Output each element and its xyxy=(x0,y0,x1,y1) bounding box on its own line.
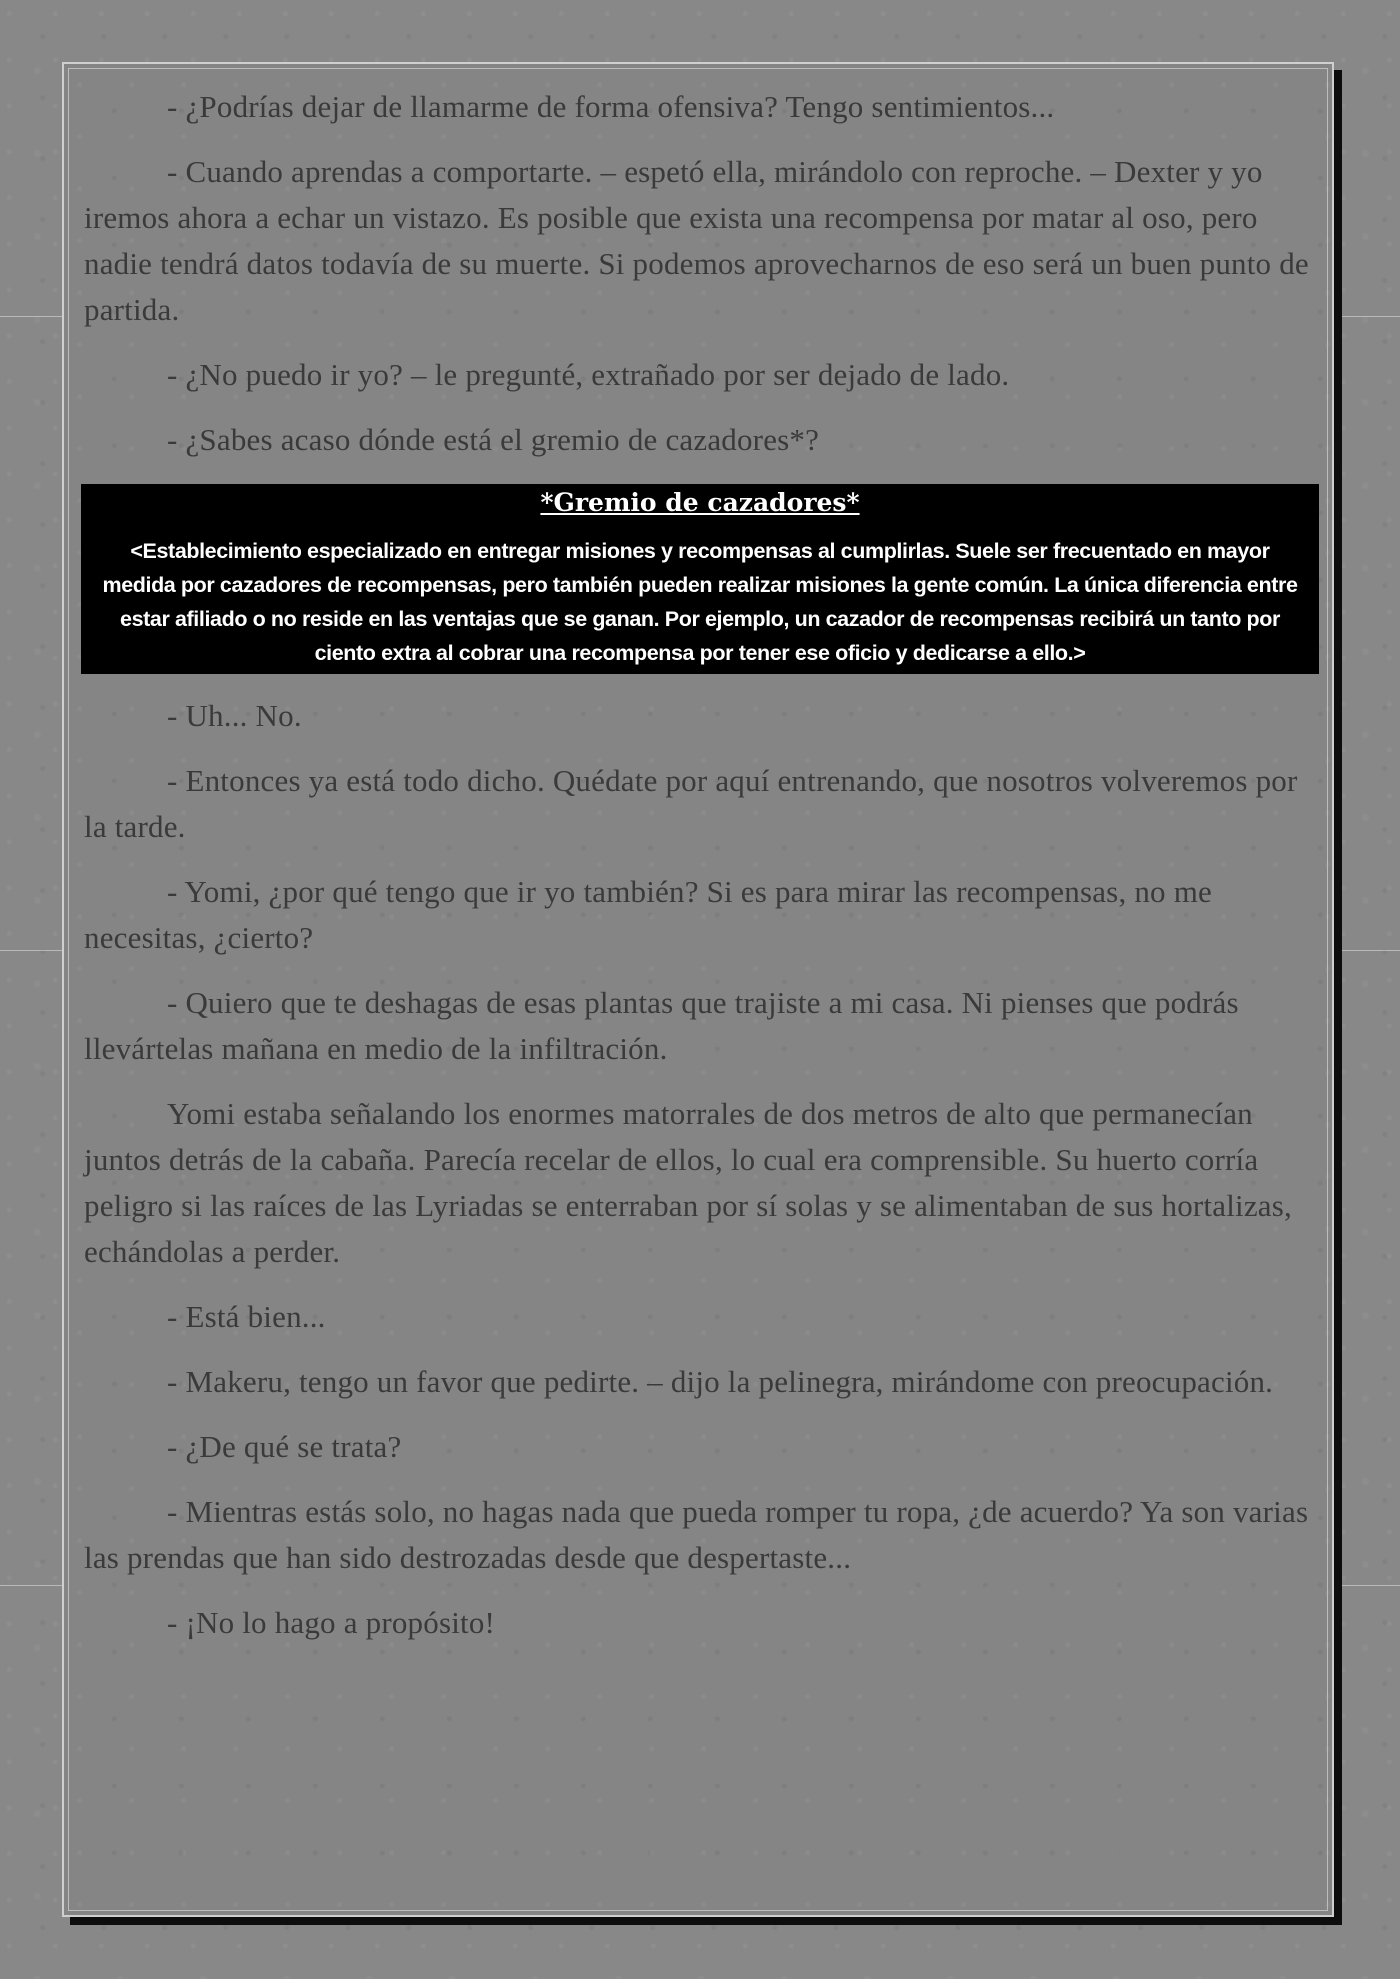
paragraph: - Quiero que te deshagas de esas plantas que trajiste a mi casa. Ni pienses que podrás llevártelas mañana en medio de la infiltración. xyxy=(84,985,1239,1066)
paragraph: - Makeru, tengo un favor que pedirte. – dijo la pelinegra, mirándome con preocupación. xyxy=(167,1364,1274,1399)
paragraph: - Uh... No. xyxy=(167,698,302,733)
page-text-bottom xyxy=(84,693,1309,1665)
paragraph: - ¿De qué se trata? xyxy=(167,1429,402,1464)
paragraph: - Mientras estás solo, no hagas nada que pueda romper tu ropa, ¿de acuerdo? Ya son varias las prendas que han sido destrozadas desde que despertaste... xyxy=(84,1494,1309,1575)
paragraph: - Está bien... xyxy=(167,1299,326,1334)
paragraph: - ¿Podrías dejar de llamarme de forma ofensiva? Tengo sentimientos... xyxy=(167,89,1055,124)
paragraph: Yomi estaba señalando los enormes matorrales de dos metros de alto que permanecían juntos detrás de la cabaña. Parecía recelar de ellos, lo cual era comprensible. Su huerto corría peligro si las raíces de las Lyriadas se enterraban por sí solas y se alimentaban de sus hortalizas, echándolas a perder. xyxy=(84,1096,1292,1269)
paragraph: - Entonces ya está todo dicho. Quédate por aquí entrenando, que nosotros volveremos por la tarde. xyxy=(84,763,1298,844)
paragraph: - ¿No puedo ir yo? – le pregunté, extrañado por ser dejado de lado. xyxy=(167,357,1010,392)
paragraph: - ¡No lo hago a propósito! xyxy=(167,1605,496,1640)
footnote-box xyxy=(81,484,1319,674)
page-text-top xyxy=(84,84,1309,482)
paragraph: - Cuando aprendas a comportarte. – espetó ella, mirándolo con reproche. – Dexter y yo iremos ahora a echar un vistazo. Es posible que exista una recompensa por matar al oso, pero nadie tendrá datos todavía de su muerte. Si podemos aprovecharnos de eso será un buen punto de partida. xyxy=(84,154,1309,327)
footnote-body: <Establecimiento especializado en entregar misiones y recompensas al cumplirlas. Suele ser frecuentado en mayor medida por cazadores de recompensas, pero también pueden realizar misiones la gente común. La única diferencia entre estar afiliado o no reside en las ventajas que se ganan. Por ejemplo, un cazador de recompensas recibirá un tanto por ciento extra al cobrar una recompensa por tener ese oficio y dedicarse a ello.> xyxy=(102,539,1298,665)
paragraph: - ¿Sabes acaso dónde está el gremio de cazadores*? xyxy=(167,422,820,457)
footnote-title: *Gremio de cazadores* xyxy=(540,488,860,517)
paragraph: - Yomi, ¿por qué tengo que ir yo también? Si es para mirar las recompensas, no me necesitas, ¿cierto? xyxy=(84,874,1212,955)
